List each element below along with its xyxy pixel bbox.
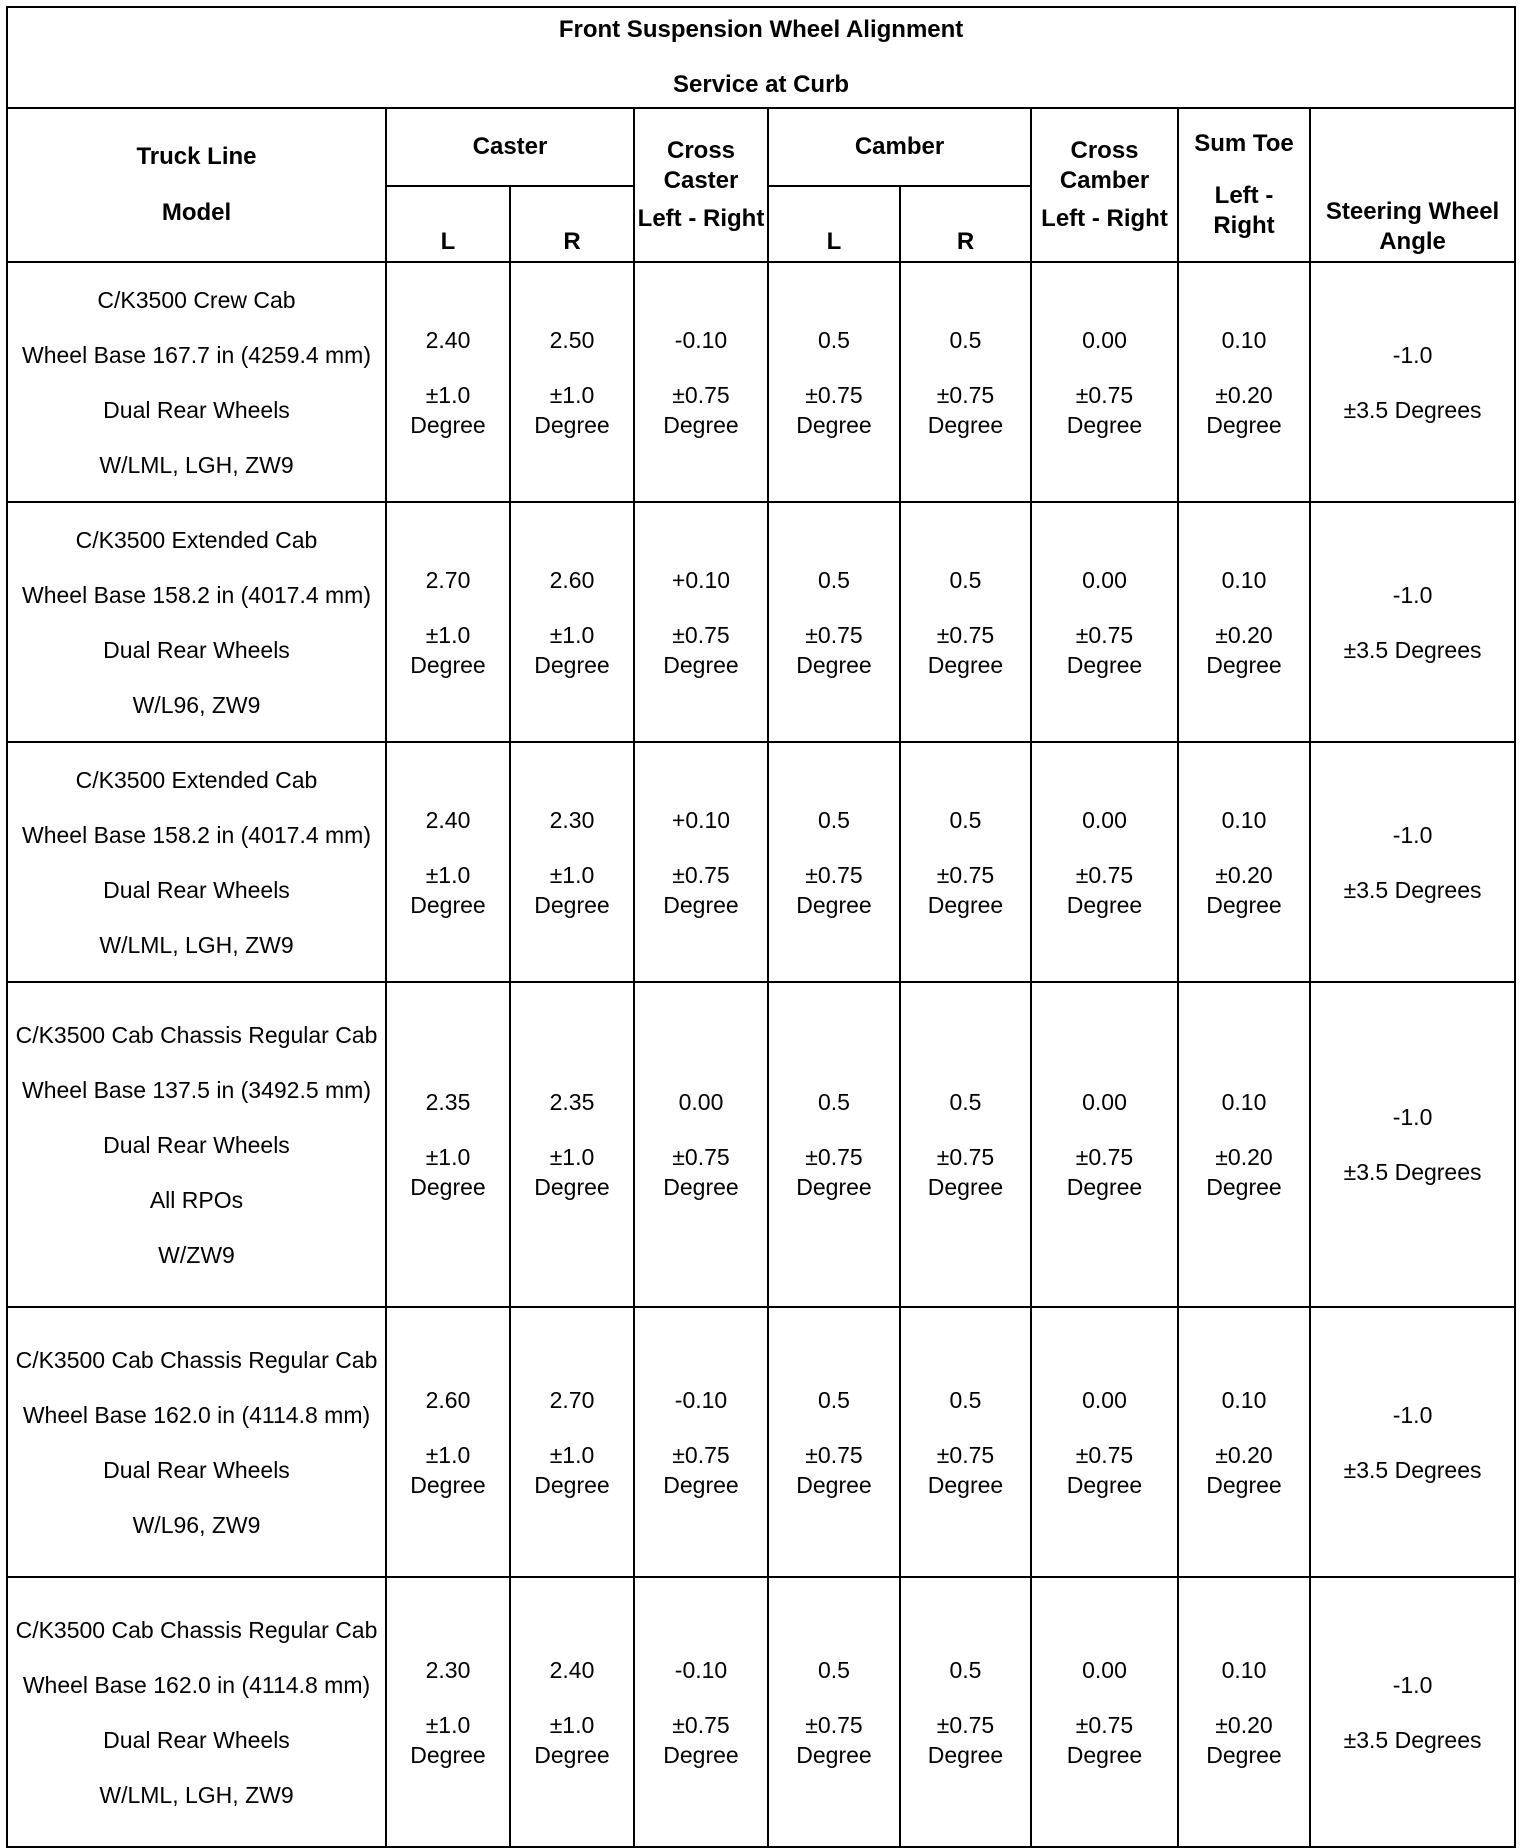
steering-value: -1.0 bbox=[1392, 1104, 1433, 1130]
cross-camber-tolerance: ±0.75 bbox=[1075, 1144, 1134, 1170]
degree-unit: Degree bbox=[1206, 1741, 1282, 1768]
steering-tolerance: ±3.5 Degrees bbox=[1343, 1726, 1482, 1753]
model-line: Wheel Base 158.2 in (4017.4 mm) bbox=[21, 581, 371, 608]
caster-l-value: 2.35 bbox=[425, 1089, 471, 1115]
camber-l-tolerance: ±0.75 bbox=[805, 861, 863, 888]
cross-camber-tolerance: ±0.75 bbox=[1075, 381, 1134, 408]
caster-r-value: 2.70 bbox=[549, 1386, 595, 1413]
cross-caster-value: 0.00 bbox=[678, 1089, 724, 1115]
cross-caster-cell bbox=[634, 742, 768, 982]
camber-l-cell bbox=[768, 1307, 900, 1577]
cross-camber-tolerance: ±0.75 bbox=[1075, 621, 1134, 648]
camber-r-tolerance: ±0.75 bbox=[936, 1441, 995, 1468]
caster-l-tolerance: ±1.0 bbox=[425, 1711, 471, 1738]
model-line: W/LML, LGH, ZW9 bbox=[99, 451, 294, 478]
degree-unit: Degree bbox=[796, 891, 872, 918]
header-cross-caster-cell bbox=[634, 108, 768, 262]
cross-camber-cell bbox=[1031, 742, 1178, 982]
cross-caster-cell bbox=[634, 262, 768, 502]
cross-caster-cell bbox=[634, 1307, 768, 1577]
model-cell bbox=[7, 742, 386, 982]
camber-r-tolerance: ±0.75 bbox=[936, 381, 995, 408]
camber-r-cell bbox=[900, 1307, 1031, 1577]
degree-unit: Degree bbox=[410, 411, 486, 438]
camber-r-value: 0.5 bbox=[949, 1656, 982, 1683]
camber-r-cell bbox=[900, 262, 1031, 502]
caster-l-value: 2.60 bbox=[425, 1386, 471, 1413]
model-line: W/L96, ZW9 bbox=[132, 691, 261, 718]
alignment-table bbox=[6, 6, 1516, 1848]
camber-l-tolerance: ±0.75 bbox=[805, 621, 863, 648]
degree-unit: Degree bbox=[1066, 1471, 1143, 1498]
cross-caster-tolerance: ±0.75 bbox=[672, 1711, 730, 1738]
sum-toe-cell bbox=[1178, 502, 1310, 742]
caster-l-cell bbox=[386, 1307, 510, 1577]
degree-unit: Degree bbox=[796, 1741, 872, 1768]
steering-cell bbox=[1310, 982, 1515, 1307]
model-line: C/K3500 Cab Chassis Regular Cab bbox=[15, 1021, 378, 1048]
model-line: Wheel Base 162.0 in (4114.8 mm) bbox=[22, 1671, 371, 1698]
degree-unit: Degree bbox=[410, 1741, 486, 1768]
alignment-table-body bbox=[7, 262, 1515, 1847]
degree-unit: Degree bbox=[534, 651, 610, 678]
degree-unit: Degree bbox=[410, 651, 486, 678]
sum-toe-tolerance: ±0.20 bbox=[1215, 621, 1273, 648]
camber-l-value: 0.5 bbox=[818, 1386, 850, 1413]
camber-l-tolerance: ±0.75 bbox=[805, 1711, 863, 1738]
degree-unit: Degree bbox=[534, 411, 610, 438]
model-line: Dual Rear Wheels bbox=[103, 396, 290, 423]
cross-camber-value: 0.00 bbox=[1082, 1656, 1127, 1683]
model-line: Wheel Base 158.2 in (4017.4 mm) bbox=[21, 821, 371, 848]
cross-camber-value: 0.00 bbox=[1082, 806, 1127, 833]
cross-caster-value: -0.10 bbox=[674, 1386, 728, 1413]
steering-value: -1.0 bbox=[1392, 1671, 1433, 1698]
model-cell bbox=[7, 262, 386, 502]
header-caster-l: L bbox=[386, 186, 510, 262]
cross-camber-tolerance: ±0.75 bbox=[1075, 1441, 1134, 1468]
cross-camber-cell bbox=[1031, 982, 1178, 1307]
caster-r-tolerance: ±1.0 bbox=[549, 1711, 595, 1738]
degree-unit: Degree bbox=[534, 1174, 610, 1200]
degree-unit: Degree bbox=[1206, 891, 1282, 918]
degree-unit: Degree bbox=[410, 891, 486, 918]
sum-toe-value: 0.10 bbox=[1221, 326, 1267, 353]
model-line: Dual Rear Wheels bbox=[103, 1456, 290, 1483]
cross-caster-cell bbox=[634, 982, 768, 1307]
cross-caster-tolerance: ±0.75 bbox=[672, 381, 730, 408]
degree-unit: Degree bbox=[927, 1741, 1004, 1768]
cross-camber-tolerance: ±0.75 bbox=[1075, 1711, 1134, 1738]
degree-unit: Degree bbox=[410, 1174, 486, 1200]
model-line: Wheel Base 137.5 in (3492.5 mm) bbox=[21, 1076, 371, 1103]
model-cell bbox=[7, 1307, 386, 1577]
caster-r-value: 2.50 bbox=[549, 326, 595, 353]
cross-camber-value: 0.00 bbox=[1082, 326, 1127, 353]
camber-l-tolerance: ±0.75 bbox=[805, 1441, 863, 1468]
caster-r-tolerance: ±1.0 bbox=[549, 861, 595, 888]
header-model: Model bbox=[161, 199, 232, 226]
model-line: C/K3500 Extended Cab bbox=[75, 526, 318, 553]
steering-tolerance: ±3.5 Degrees bbox=[1343, 636, 1482, 663]
degree-unit: Degree bbox=[927, 651, 1004, 678]
degree-unit: Degree bbox=[1206, 1471, 1282, 1498]
steering-cell bbox=[1310, 1307, 1515, 1577]
sum-toe-tolerance: ±0.20 bbox=[1215, 861, 1273, 888]
model-line: Wheel Base 162.0 in (4114.8 mm) bbox=[22, 1401, 371, 1428]
sum-toe-tolerance: ±0.20 bbox=[1215, 1711, 1273, 1738]
sum-toe-tolerance: ±0.20 bbox=[1215, 1441, 1273, 1468]
caster-l-value: 2.40 bbox=[425, 326, 471, 353]
caster-r-cell bbox=[510, 1577, 634, 1847]
header-sum-toe: Sum Toe bbox=[1194, 130, 1294, 157]
sum-toe-tolerance: ±0.20 bbox=[1215, 1144, 1273, 1170]
cross-caster-tolerance: ±0.75 bbox=[672, 1441, 730, 1468]
camber-l-cell bbox=[768, 982, 900, 1307]
camber-l-tolerance: ±0.75 bbox=[805, 381, 863, 408]
caster-l-tolerance: ±1.0 bbox=[425, 1144, 471, 1170]
model-line: C/K3500 Cab Chassis Regular Cab bbox=[15, 1346, 378, 1373]
model-line: Dual Rear Wheels bbox=[103, 1726, 290, 1753]
caster-r-tolerance: ±1.0 bbox=[549, 1441, 595, 1468]
cross-camber-cell bbox=[1031, 1577, 1178, 1847]
sum-toe-cell bbox=[1178, 1577, 1310, 1847]
degree-unit: Degree bbox=[663, 651, 739, 678]
cross-camber-value: 0.00 bbox=[1082, 1089, 1127, 1115]
model-line: C/K3500 Crew Cab bbox=[97, 286, 296, 313]
header-cross-camber: Cross Camber bbox=[1059, 137, 1150, 194]
degree-unit: Degree bbox=[927, 1471, 1004, 1498]
caster-r-cell bbox=[510, 262, 634, 502]
table-title: Front Suspension Wheel Alignment bbox=[558, 16, 964, 43]
steering-cell bbox=[1310, 1577, 1515, 1847]
camber-r-tolerance: ±0.75 bbox=[936, 1144, 995, 1170]
caster-r-cell bbox=[510, 502, 634, 742]
caster-l-tolerance: ±1.0 bbox=[425, 621, 471, 648]
degree-unit: Degree bbox=[1066, 1174, 1143, 1200]
header-truck-line: Truck Line bbox=[136, 143, 257, 170]
model-cell bbox=[7, 1577, 386, 1847]
model-line: Dual Rear Wheels bbox=[103, 876, 290, 903]
table-row bbox=[7, 502, 1515, 742]
degree-unit: Degree bbox=[410, 1471, 486, 1498]
header-cross-camber-cell bbox=[1031, 108, 1178, 262]
caster-r-value: 2.35 bbox=[549, 1089, 595, 1115]
cross-camber-tolerance: ±0.75 bbox=[1075, 861, 1134, 888]
cross-camber-value: 0.00 bbox=[1082, 566, 1127, 593]
header-camber-r: R bbox=[900, 186, 1031, 262]
header-caster-r: R bbox=[510, 186, 634, 262]
steering-tolerance: ±3.5 Degrees bbox=[1343, 876, 1482, 903]
caster-r-value: 2.40 bbox=[549, 1656, 595, 1683]
steering-tolerance: ±3.5 Degrees bbox=[1343, 1456, 1482, 1483]
table-row bbox=[7, 1577, 1515, 1847]
model-line: C/K3500 Cab Chassis Regular Cab bbox=[15, 1616, 378, 1643]
model-line: W/LML, LGH, ZW9 bbox=[99, 931, 294, 958]
cross-caster-tolerance: ±0.75 bbox=[672, 621, 730, 648]
caster-r-cell bbox=[510, 1307, 634, 1577]
cross-caster-tolerance: ±0.75 bbox=[672, 861, 730, 888]
model-line: W/LML, LGH, ZW9 bbox=[99, 1781, 294, 1808]
sum-toe-value: 0.10 bbox=[1221, 806, 1267, 833]
caster-l-tolerance: ±1.0 bbox=[425, 1441, 471, 1468]
camber-r-value: 0.5 bbox=[949, 1386, 982, 1413]
degree-unit: Degree bbox=[1206, 411, 1282, 438]
header-camber-l: L bbox=[768, 186, 900, 262]
steering-cell bbox=[1310, 262, 1515, 502]
sum-toe-cell bbox=[1178, 1307, 1310, 1577]
camber-r-value: 0.5 bbox=[949, 1089, 982, 1115]
cross-camber-cell bbox=[1031, 1307, 1178, 1577]
caster-l-value: 2.70 bbox=[425, 566, 471, 593]
header-sum-toe-sub: Left - Right bbox=[1213, 182, 1275, 239]
steering-tolerance: ±3.5 Degrees bbox=[1343, 1159, 1482, 1185]
camber-r-tolerance: ±0.75 bbox=[936, 861, 995, 888]
sum-toe-value: 0.10 bbox=[1221, 1089, 1267, 1115]
caster-l-cell bbox=[386, 502, 510, 742]
cross-camber-cell bbox=[1031, 262, 1178, 502]
steering-value: -1.0 bbox=[1392, 821, 1433, 848]
camber-l-cell bbox=[768, 502, 900, 742]
model-cell bbox=[7, 982, 386, 1307]
header-cross-camber-sub: Left - Right bbox=[1041, 205, 1168, 232]
sum-toe-cell bbox=[1178, 982, 1310, 1307]
sum-toe-value: 0.10 bbox=[1221, 566, 1267, 593]
degree-unit: Degree bbox=[1066, 891, 1143, 918]
caster-l-cell bbox=[386, 742, 510, 982]
camber-l-value: 0.5 bbox=[818, 806, 850, 833]
camber-r-value: 0.5 bbox=[949, 566, 982, 593]
table-subtitle: Service at Curb bbox=[673, 71, 850, 98]
caster-l-tolerance: ±1.0 bbox=[425, 861, 471, 888]
caster-r-cell bbox=[510, 982, 634, 1307]
cross-camber-cell bbox=[1031, 502, 1178, 742]
steering-value: -1.0 bbox=[1392, 1401, 1433, 1428]
header-sum-toe-cell bbox=[1178, 108, 1310, 262]
degree-unit: Degree bbox=[927, 1174, 1004, 1200]
degree-unit: Degree bbox=[1206, 1174, 1282, 1200]
camber-r-cell bbox=[900, 1577, 1031, 1847]
camber-r-value: 0.5 bbox=[949, 326, 982, 353]
camber-l-tolerance: ±0.75 bbox=[805, 1144, 863, 1170]
camber-l-cell bbox=[768, 262, 900, 502]
table-row bbox=[7, 742, 1515, 982]
model-line: Dual Rear Wheels bbox=[103, 636, 290, 663]
degree-unit: Degree bbox=[663, 411, 739, 438]
camber-r-cell bbox=[900, 982, 1031, 1307]
header-cross-caster-sub: Left - Right bbox=[637, 205, 765, 232]
degree-unit: Degree bbox=[1066, 651, 1143, 678]
sum-toe-value: 0.10 bbox=[1221, 1386, 1267, 1413]
sum-toe-cell bbox=[1178, 742, 1310, 982]
model-line: Wheel Base 167.7 in (4259.4 mm) bbox=[21, 341, 371, 368]
cross-caster-cell bbox=[634, 502, 768, 742]
header-truck-line-model bbox=[7, 108, 386, 262]
degree-unit: Degree bbox=[663, 1471, 739, 1498]
camber-r-value: 0.5 bbox=[949, 806, 982, 833]
camber-l-value: 0.5 bbox=[818, 1656, 850, 1683]
caster-r-tolerance: ±1.0 bbox=[549, 381, 595, 408]
model-line: W/ZW9 bbox=[158, 1241, 235, 1268]
header-camber: Camber bbox=[768, 108, 1031, 186]
cross-caster-value: +0.10 bbox=[671, 806, 731, 833]
steering-cell bbox=[1310, 502, 1515, 742]
caster-l-tolerance: ±1.0 bbox=[425, 381, 471, 408]
camber-r-cell bbox=[900, 742, 1031, 982]
camber-r-cell bbox=[900, 502, 1031, 742]
caster-l-cell bbox=[386, 262, 510, 502]
degree-unit: Degree bbox=[1066, 1741, 1143, 1768]
cross-caster-cell bbox=[634, 1577, 768, 1847]
caster-l-value: 2.30 bbox=[425, 1656, 471, 1683]
sum-toe-value: 0.10 bbox=[1221, 1656, 1267, 1683]
caster-r-value: 2.60 bbox=[549, 566, 595, 593]
table-row bbox=[7, 1307, 1515, 1577]
alignment-spec-document bbox=[6, 6, 1514, 1848]
degree-unit: Degree bbox=[927, 891, 1004, 918]
steering-value: -1.0 bbox=[1392, 341, 1433, 368]
header-caster: Caster bbox=[386, 108, 634, 186]
camber-l-value: 0.5 bbox=[818, 1089, 850, 1115]
degree-unit: Degree bbox=[1206, 651, 1282, 678]
camber-l-cell bbox=[768, 742, 900, 982]
camber-l-cell bbox=[768, 1577, 900, 1847]
camber-l-value: 0.5 bbox=[818, 566, 850, 593]
caster-l-cell bbox=[386, 982, 510, 1307]
table-row bbox=[7, 262, 1515, 502]
degree-unit: Degree bbox=[534, 891, 610, 918]
sum-toe-tolerance: ±0.20 bbox=[1215, 381, 1273, 408]
degree-unit: Degree bbox=[534, 1471, 610, 1498]
table-row bbox=[7, 982, 1515, 1307]
cross-caster-value: -0.10 bbox=[674, 1656, 728, 1683]
camber-r-tolerance: ±0.75 bbox=[936, 621, 995, 648]
caster-r-value: 2.30 bbox=[549, 806, 595, 833]
cross-camber-value: 0.00 bbox=[1082, 1386, 1127, 1413]
steering-value: -1.0 bbox=[1392, 581, 1433, 608]
header-steering: Steering Wheel Angle bbox=[1310, 108, 1515, 262]
model-line: W/L96, ZW9 bbox=[132, 1511, 261, 1538]
steering-tolerance: ±3.5 Degrees bbox=[1343, 396, 1482, 423]
model-cell bbox=[7, 502, 386, 742]
degree-unit: Degree bbox=[663, 1174, 739, 1200]
model-line: All RPOs bbox=[149, 1186, 244, 1213]
cross-caster-value: -0.10 bbox=[674, 326, 728, 353]
degree-unit: Degree bbox=[796, 1174, 872, 1200]
degree-unit: Degree bbox=[796, 651, 872, 678]
degree-unit: Degree bbox=[927, 411, 1004, 438]
degree-unit: Degree bbox=[534, 1741, 610, 1768]
camber-r-tolerance: ±0.75 bbox=[936, 1711, 995, 1738]
cross-caster-tolerance: ±0.75 bbox=[672, 1144, 730, 1170]
degree-unit: Degree bbox=[1066, 411, 1143, 438]
caster-r-cell bbox=[510, 742, 634, 982]
degree-unit: Degree bbox=[796, 411, 872, 438]
caster-l-cell bbox=[386, 1577, 510, 1847]
camber-l-value: 0.5 bbox=[818, 326, 850, 353]
cross-caster-value: +0.10 bbox=[671, 566, 731, 593]
header-cross-caster: Cross Caster bbox=[663, 137, 739, 194]
caster-r-tolerance: ±1.0 bbox=[549, 1144, 595, 1170]
caster-r-tolerance: ±1.0 bbox=[549, 621, 595, 648]
caster-l-value: 2.40 bbox=[425, 806, 471, 833]
table-title-cell bbox=[7, 7, 1515, 108]
model-line: C/K3500 Extended Cab bbox=[75, 766, 318, 793]
degree-unit: Degree bbox=[663, 1741, 739, 1768]
steering-cell bbox=[1310, 742, 1515, 982]
model-line: Dual Rear Wheels bbox=[103, 1131, 290, 1158]
degree-unit: Degree bbox=[796, 1471, 872, 1498]
degree-unit: Degree bbox=[663, 891, 739, 918]
sum-toe-cell bbox=[1178, 262, 1310, 502]
